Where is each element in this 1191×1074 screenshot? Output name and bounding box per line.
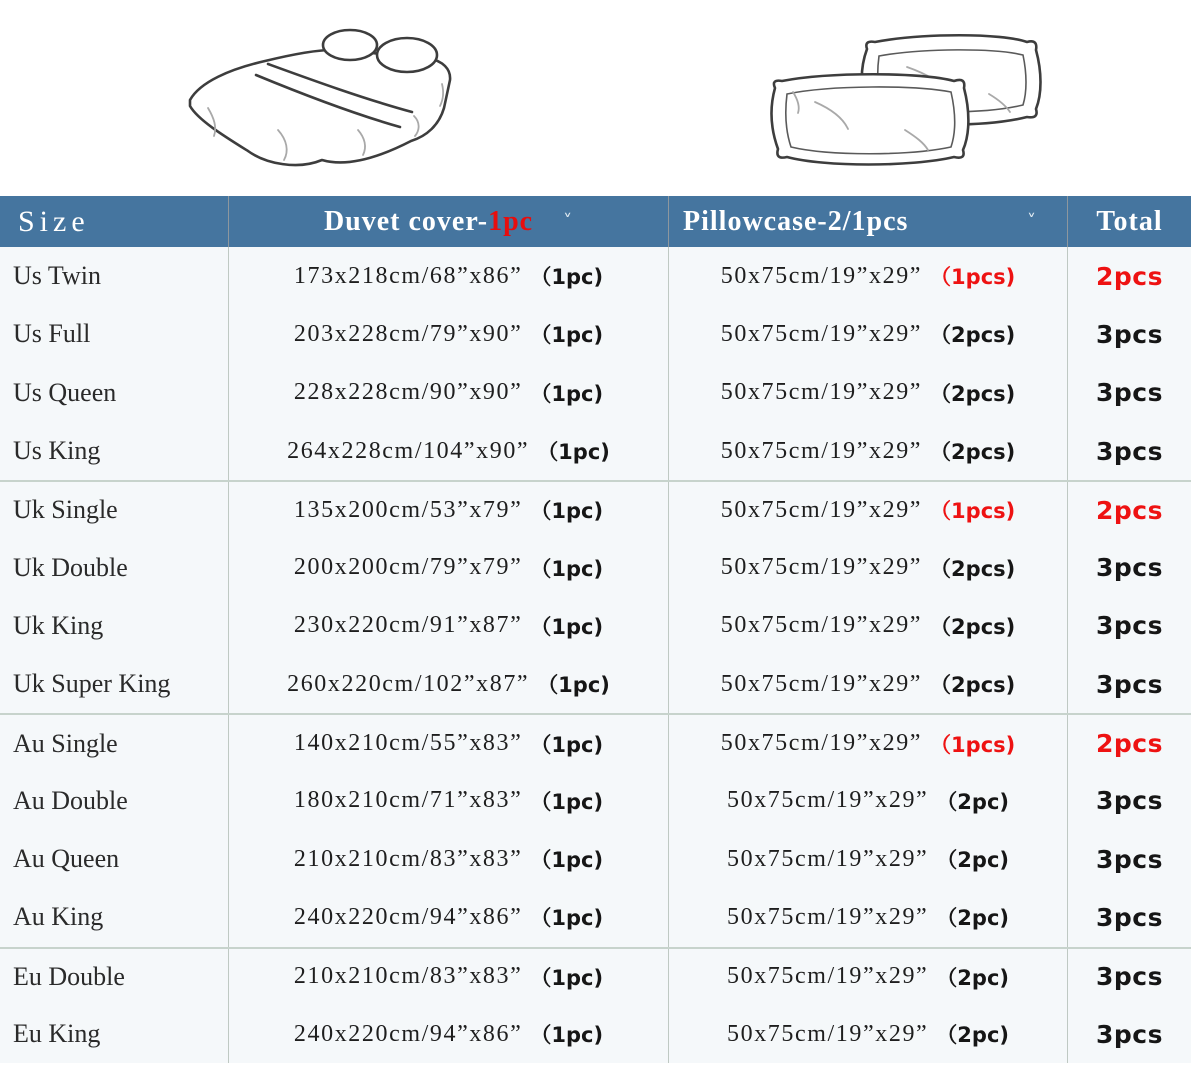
duvet-quantity: （1pc) xyxy=(530,789,604,814)
table-row xyxy=(0,888,1191,946)
total-quantity: 3pcs xyxy=(1096,436,1163,466)
size-label: Au Single xyxy=(13,728,118,758)
duvet-quantity: （1pc) xyxy=(530,848,604,873)
duvet-cell xyxy=(228,655,668,713)
pillowcase-quantity: （2pcs) xyxy=(930,614,1016,639)
pillowcase-dimensions: 50x75cm/19”x29” xyxy=(720,437,923,464)
pillowcase-dimensions: 50x75cm/19”x29” xyxy=(720,320,923,347)
duvet-quantity: （1pc) xyxy=(530,556,604,581)
pillowcase-quantity: （1pcs) xyxy=(930,732,1016,757)
duvet-cell xyxy=(228,538,668,596)
duvet-cell xyxy=(228,715,668,771)
size-cell xyxy=(0,715,228,771)
pillowcase-cell xyxy=(668,247,1067,305)
pillowcase-quantity: （2pc) xyxy=(936,848,1009,873)
table-row xyxy=(0,538,1191,596)
pillowcase-dimensions: 50x75cm/19”x29” xyxy=(727,963,929,990)
duvet-cell xyxy=(228,888,668,946)
size-label: Us Queen xyxy=(13,377,117,407)
pillowcase-dimensions: 50x75cm/19”x29” xyxy=(720,554,923,581)
header-total-label: Total xyxy=(1096,205,1163,237)
hero-illustrations xyxy=(0,0,1191,196)
pillowcase-dimensions: 50x75cm/19”x29” xyxy=(727,903,929,930)
size-cell xyxy=(0,1005,228,1063)
duvet-dimensions: 210x210cm/83”x83” xyxy=(293,963,523,990)
duvet-quantity: （1pc) xyxy=(537,673,610,698)
table-row xyxy=(0,655,1191,713)
total-quantity: 3pcs xyxy=(1096,844,1163,874)
total-quantity: 3pcs xyxy=(1096,1019,1163,1049)
table-row xyxy=(0,247,1191,305)
pillowcase-dimensions: 50x75cm/19”x29” xyxy=(720,262,923,289)
pillowcase-cell xyxy=(668,772,1067,830)
pillowcase-cell xyxy=(668,655,1067,713)
total-quantity: 2pcs xyxy=(1096,729,1163,759)
duvet-quantity: （1pc) xyxy=(530,614,604,639)
table-row xyxy=(0,830,1191,888)
chevron-down-icon[interactable]: ˅ xyxy=(563,210,574,232)
pillowcase-dimensions: 50x75cm/19”x29” xyxy=(720,730,923,757)
duvet-quantity: （1pc) xyxy=(530,965,604,990)
pillowcase-quantity: （2pcs) xyxy=(930,556,1016,581)
duvet-quantity: （1pc) xyxy=(530,906,604,931)
total-cell xyxy=(1067,1005,1191,1063)
table-header-row xyxy=(0,196,1191,247)
size-cell xyxy=(0,247,228,305)
size-label: Au Queen xyxy=(13,844,120,874)
duvet-cell xyxy=(228,597,668,655)
size-cell xyxy=(0,830,228,888)
total-cell xyxy=(1067,364,1191,422)
total-quantity: 2pcs xyxy=(1096,495,1163,525)
size-cell xyxy=(0,888,228,946)
pillowcase-dimensions: 50x75cm/19”x29” xyxy=(720,612,923,639)
pillowcase-quantity: （2pc) xyxy=(936,1023,1009,1047)
duvet-cell xyxy=(228,772,668,830)
duvet-dimensions: 210x210cm/83”x83” xyxy=(293,845,523,872)
table-row xyxy=(0,364,1191,422)
size-label: Us Full xyxy=(13,319,91,349)
duvet-dimensions: 203x228cm/79”x90” xyxy=(293,320,523,347)
chevron-down-icon[interactable]: ˅ xyxy=(1027,210,1037,232)
size-label: Eu Double xyxy=(13,961,125,991)
size-cell xyxy=(0,482,228,538)
pillowcase-dimensions: 50x75cm/19”x29” xyxy=(727,845,929,872)
pillowcase-dimensions: 50x75cm/19”x29” xyxy=(720,670,923,697)
table-row xyxy=(0,480,1191,538)
total-cell xyxy=(1067,830,1191,888)
pillowcase-quantity: （1pcs) xyxy=(930,265,1016,290)
total-quantity: 3pcs xyxy=(1096,553,1163,583)
size-cell xyxy=(0,655,228,713)
total-cell xyxy=(1067,655,1191,713)
duvet-cell xyxy=(228,830,668,888)
duvet-cell xyxy=(228,1005,668,1063)
duvet-quantity: （1pc) xyxy=(530,265,604,290)
duvet-quantity: （1pc) xyxy=(537,440,610,465)
duvet-quantity: （1pc) xyxy=(530,1023,604,1047)
total-cell xyxy=(1067,482,1191,538)
total-quantity: 2pcs xyxy=(1096,261,1163,291)
duvet-dimensions: 135x200cm/53”x79” xyxy=(293,496,523,523)
size-label: Au Double xyxy=(13,785,128,815)
size-label: Au King xyxy=(13,902,104,932)
pillowcase-cell xyxy=(668,305,1067,363)
pillowcase-dimensions: 50x75cm/19”x29” xyxy=(720,496,923,523)
duvet-dimensions: 230x220cm/91”x87” xyxy=(293,612,523,639)
pillowcase-quantity: （2pcs) xyxy=(930,323,1016,348)
size-label: Uk Single xyxy=(13,495,118,525)
table-row xyxy=(0,597,1191,655)
size-label: Eu King xyxy=(13,1019,101,1048)
pillowcase-cell xyxy=(668,597,1067,655)
table-row xyxy=(0,422,1191,480)
duvet-cell xyxy=(228,247,668,305)
pillowcase-quantity: （2pcs) xyxy=(930,381,1016,406)
duvet-cell xyxy=(228,422,668,480)
total-cell xyxy=(1067,949,1191,1005)
size-label: Uk Double xyxy=(13,552,128,582)
size-cell xyxy=(0,597,228,655)
pillowcase-dimensions: 50x75cm/19”x29” xyxy=(727,787,929,814)
table-row xyxy=(0,305,1191,363)
total-cell xyxy=(1067,305,1191,363)
duvet-dimensions: 240x220cm/94”x86” xyxy=(293,903,523,930)
total-quantity: 3pcs xyxy=(1096,611,1163,641)
pillowcase-dimensions: 50x75cm/19”x29” xyxy=(720,379,923,406)
pillowcase-quantity: （2pcs) xyxy=(930,440,1016,465)
pillowcase-quantity: （2pcs) xyxy=(930,673,1016,698)
size-cell xyxy=(0,422,228,480)
duvet-dimensions: 140x210cm/55”x83” xyxy=(293,730,523,757)
bottom-whitespace xyxy=(0,1063,1191,1074)
duvet-quantity: （1pc) xyxy=(530,323,604,348)
duvet-dimensions: 264x228cm/104”x90” xyxy=(287,437,530,464)
duvet-cell xyxy=(228,305,668,363)
total-quantity: 3pcs xyxy=(1096,902,1163,932)
pillowcase-cell xyxy=(668,888,1067,946)
total-cell xyxy=(1067,422,1191,480)
header-duvet-qty: 1pc xyxy=(488,205,534,237)
total-quantity: 3pcs xyxy=(1096,378,1163,408)
pillowcase-dimensions: 50x75cm/19”x29” xyxy=(727,1020,929,1047)
size-cell xyxy=(0,364,228,422)
total-cell xyxy=(1067,597,1191,655)
pillowcase-cell xyxy=(668,538,1067,596)
total-quantity: 3pcs xyxy=(1096,786,1163,816)
duvet-quantity: （1pc) xyxy=(530,499,604,524)
total-cell xyxy=(1067,247,1191,305)
duvet-dimensions: 173x218cm/68”x86” xyxy=(293,262,523,289)
duvet-quantity: （1pc) xyxy=(530,732,604,757)
size-cell xyxy=(0,538,228,596)
duvet-dimensions: 200x200cm/79”x79” xyxy=(293,554,523,581)
size-label: Uk Super King xyxy=(13,669,171,699)
table-row xyxy=(0,1005,1191,1063)
table-row xyxy=(0,772,1191,830)
header-pillowcase[interactable] xyxy=(668,196,1067,247)
size-label: Us King xyxy=(13,436,101,466)
pillowcase-cell xyxy=(668,482,1067,538)
bed-illustration-icon xyxy=(150,8,510,186)
header-size-label: Size xyxy=(18,204,90,238)
table-row xyxy=(0,713,1191,771)
header-total xyxy=(1067,196,1191,247)
table-row xyxy=(0,947,1191,1005)
total-cell xyxy=(1067,538,1191,596)
size-cell xyxy=(0,949,228,1005)
pillowcase-cell xyxy=(668,830,1067,888)
pillowcases-illustration-icon xyxy=(755,10,1065,175)
size-cell xyxy=(0,772,228,830)
header-duvet-cover[interactable] xyxy=(228,196,668,247)
size-table-body xyxy=(0,247,1191,1063)
pillowcase-cell xyxy=(668,949,1067,1005)
duvet-cell xyxy=(228,482,668,538)
pillowcase-quantity: （2pc) xyxy=(936,965,1009,990)
header-size xyxy=(0,196,228,247)
size-label: Uk King xyxy=(13,610,104,640)
duvet-dimensions: 260x220cm/102”x87” xyxy=(287,670,530,697)
total-quantity: 3pcs xyxy=(1096,669,1163,699)
total-quantity: 3pcs xyxy=(1096,962,1163,992)
pillowcase-quantity: （2pc) xyxy=(936,906,1009,931)
pillowcase-quantity: （2pc) xyxy=(936,789,1009,814)
duvet-cell xyxy=(228,364,668,422)
total-cell xyxy=(1067,888,1191,946)
header-duvet-label: Duvet cover- xyxy=(323,205,489,237)
pillowcase-cell xyxy=(668,1005,1067,1063)
header-pillowcase-label: Pillowcase-2/1pcs xyxy=(683,205,909,237)
total-quantity: 3pcs xyxy=(1096,319,1163,349)
duvet-dimensions: 180x210cm/71”x83” xyxy=(293,787,523,814)
size-cell xyxy=(0,305,228,363)
pillowcase-cell xyxy=(668,364,1067,422)
pillowcase-cell xyxy=(668,715,1067,771)
duvet-cell xyxy=(228,949,668,1005)
total-cell xyxy=(1067,715,1191,771)
pillowcase-quantity: （1pcs) xyxy=(930,499,1016,524)
pillowcase-cell xyxy=(668,422,1067,480)
size-chart-table xyxy=(0,196,1191,1063)
duvet-dimensions: 228x228cm/90”x90” xyxy=(293,379,523,406)
total-cell xyxy=(1067,772,1191,830)
size-label: Us Twin xyxy=(13,261,101,291)
duvet-quantity: （1pc) xyxy=(530,381,604,406)
duvet-dimensions: 240x220cm/94”x86” xyxy=(293,1020,523,1047)
